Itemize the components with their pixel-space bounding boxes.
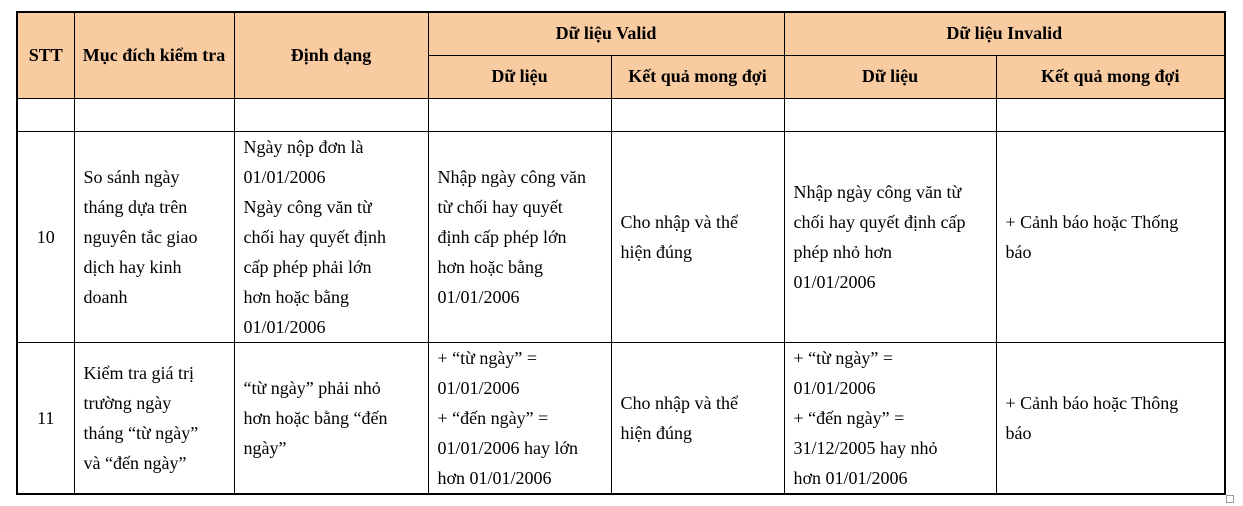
cell-valid-data	[428, 131, 611, 342]
header-format: Định dạng	[234, 12, 428, 98]
cell-line: hiện đúng	[620, 422, 692, 443]
cell-invalid-expected	[996, 342, 1225, 494]
cell-line: 01/01/2006 hay lớn	[437, 437, 579, 458]
header-stt: STT	[17, 12, 74, 98]
cell-line: nguyên tắc giao	[83, 226, 198, 247]
cell-line: + “từ ngày” =	[437, 347, 538, 368]
cell-line: chối hay quyết định	[243, 226, 386, 247]
cell-purpose	[74, 342, 234, 494]
cell-line: 01/01/2006	[437, 377, 520, 398]
cell-format	[234, 342, 428, 494]
table-row	[17, 131, 1225, 342]
cell-line: trường ngày	[83, 392, 172, 413]
cell-line: tháng “từ ngày”	[83, 422, 199, 443]
cell-line: 01/01/2006	[243, 166, 326, 187]
cell-line: hơn hoặc bằng “đến	[243, 407, 388, 428]
empty-cell	[234, 98, 428, 131]
header-purpose	[74, 12, 234, 98]
cell-line: doanh	[83, 286, 128, 307]
cell-line: 01/01/2006	[437, 286, 520, 307]
cell-line: ngày”	[243, 437, 287, 458]
header-invalid-expected: Kết quả mong đợi	[996, 55, 1225, 98]
header-valid-data: Dữ liệu	[428, 55, 611, 98]
cell-line: 01/01/2006	[793, 271, 876, 292]
empty-cell	[784, 98, 996, 131]
cell-line: hiện đúng	[620, 241, 692, 262]
cell-line: từ chối hay quyết	[437, 196, 563, 217]
empty-cell	[996, 98, 1225, 131]
cell-line: cấp phép phải lớn	[243, 256, 372, 277]
cell-stt: 11	[17, 342, 74, 494]
cell-valid-expected	[611, 131, 784, 342]
cell-line: phép nhỏ hơn	[793, 241, 893, 262]
cell-line: Kiểm tra giá trị	[83, 362, 194, 383]
header-invalid-data: Dữ liệu	[784, 55, 996, 98]
cell-line: báo	[1005, 241, 1032, 262]
cell-line: + Cảnh báo hoặc Thông	[1005, 392, 1179, 413]
cell-valid-expected	[611, 342, 784, 494]
cell-line: Nhập ngày công văn từ	[793, 181, 962, 202]
cell-line: Ngày nộp đơn là	[243, 136, 364, 157]
cell-line: và “đến ngày”	[83, 452, 187, 473]
cell-line: So sánh ngày	[83, 166, 180, 187]
cell-line: hơn hoặc bằng	[437, 256, 543, 277]
empty-cell	[74, 98, 234, 131]
cell-line: + “từ ngày” =	[793, 347, 894, 368]
cell-line: Cho nhập và thể	[620, 392, 738, 413]
test-case-table	[16, 11, 1226, 495]
cell-invalid-data	[784, 131, 996, 342]
cell-invalid-data	[784, 342, 996, 494]
header-purpose-text: Mục đích kiểm tra	[82, 44, 226, 65]
header-valid-group: Dữ liệu Valid	[428, 12, 784, 55]
cell-line: báo	[1005, 422, 1032, 443]
empty-row	[17, 98, 1225, 131]
cell-line: + “đến ngày” =	[437, 407, 549, 428]
cell-line: 31/12/2005 hay nhỏ	[793, 437, 938, 458]
cell-line: + “đến ngày” =	[793, 407, 905, 428]
cell-line: 01/01/2006	[243, 316, 326, 337]
cell-invalid-expected	[996, 131, 1225, 342]
header-row-1	[17, 12, 1225, 55]
header-invalid-group: Dữ liệu Invalid	[784, 12, 1225, 55]
cell-line: tháng dựa trên	[83, 196, 188, 217]
cell-line: hơn hoặc bằng	[243, 286, 349, 307]
cell-stt: 10	[17, 131, 74, 342]
empty-cell	[17, 98, 74, 131]
cell-line: định cấp phép lớn	[437, 226, 567, 247]
cell-purpose	[74, 131, 234, 342]
table-row	[17, 342, 1225, 494]
cell-format	[234, 131, 428, 342]
cell-line: chối hay quyết định cấp	[793, 211, 966, 232]
cell-line: Ngày công văn từ	[243, 196, 372, 217]
cell-line: “từ ngày” phải nhỏ	[243, 377, 381, 398]
cell-line: hơn 01/01/2006	[793, 467, 908, 488]
cell-line: 01/01/2006	[793, 377, 876, 398]
empty-cell	[428, 98, 611, 131]
empty-cell	[611, 98, 784, 131]
header-valid-expected: Kết quả mong đợi	[611, 55, 784, 98]
cell-valid-data	[428, 342, 611, 494]
cell-line: dịch hay kinh	[83, 256, 182, 277]
cell-line: hơn 01/01/2006	[437, 467, 552, 488]
cell-line: Cho nhập và thể	[620, 211, 738, 232]
cell-line: Nhập ngày công văn	[437, 166, 586, 187]
table-end-marker	[1226, 495, 1234, 503]
cell-line: + Cảnh báo hoặc Thống	[1005, 211, 1179, 232]
